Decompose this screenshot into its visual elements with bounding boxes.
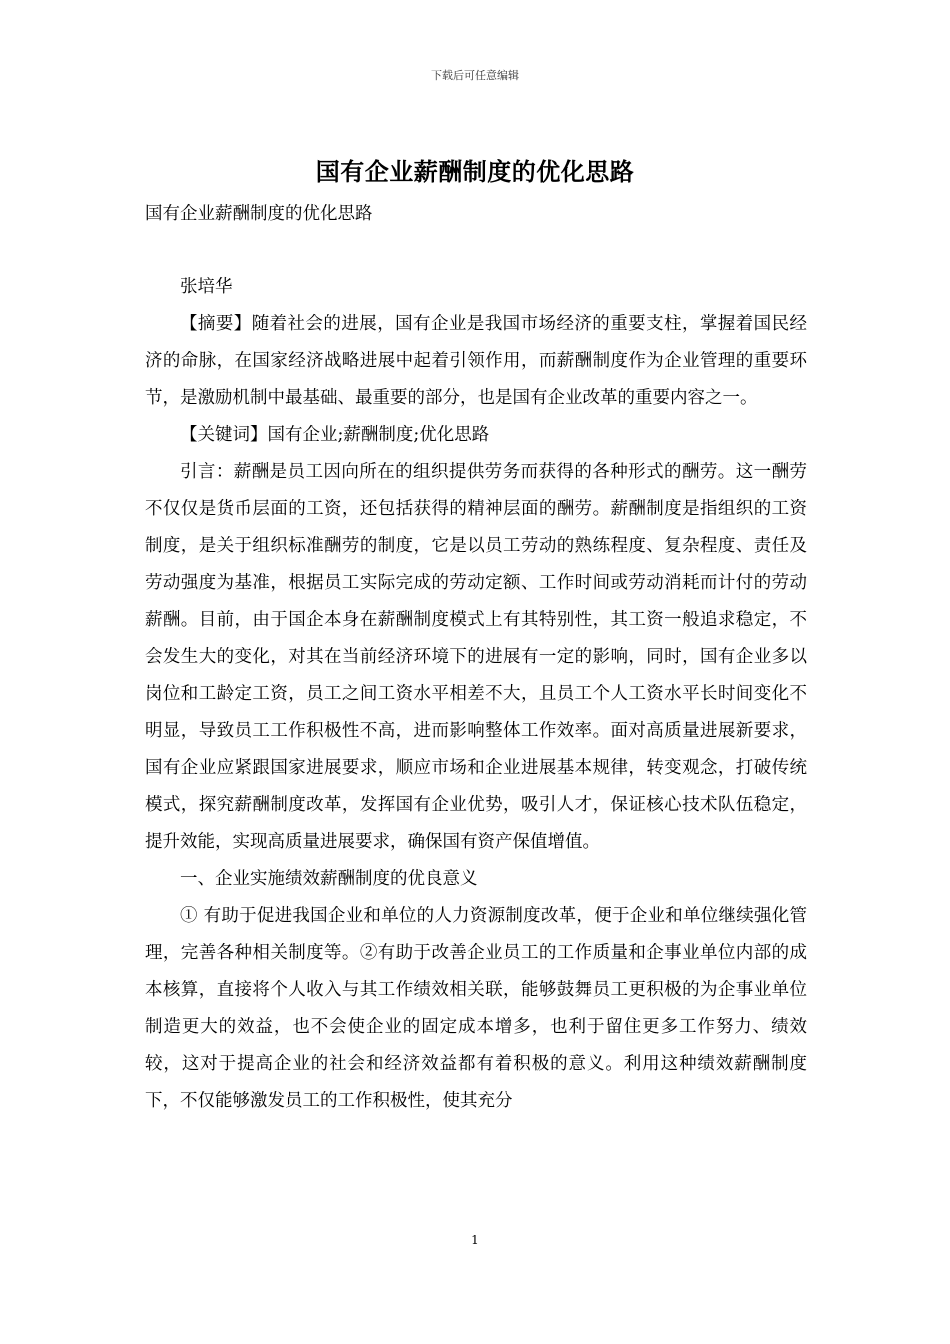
document-subtitle: 国有企业薪酬制度的优化思路	[145, 204, 373, 224]
keywords-paragraph: 【关键词】国有企业;薪酬制度;优化思路	[180, 425, 490, 445]
intro-paragraph: 引言：薪酬是员工因向所在的组织提供劳务而获得的各种形式的酬劳。这一酬劳不仅仅是货币层面的工资，还包括获得的精神层面的酬劳。薪酬制度是指组织的工资制度，是关于组织标准酬劳的制度，它是以员工劳动的熟练程度、复杂程度、责任及劳动强度为基准，根据员工实际完成的劳动定额、工作时间或劳动消耗而计付的劳动薪酬。目前，由于国企本身在薪酬制度模式上有其特别性，其工资一般追求稳定，不会发生大的变化，对其在当前经济环境下的进展有一定的影响，同时，国有企业多以岗位和工龄定工资，员工之间工资水平相差不大，且员工个人工资水平长时间变化不明显，导致员工工作积极性不高，进而影响整体工作效率。面对高质量进展新要求，国有企业应紧跟国家进展要求，顺应市场和企业进展基本规律，转变观念，打破传统模式，探究薪酬制度改革，发挥国有企业优势，吸引人才，保证核心技术队伍稳定，提升效能，实现高质量进展要求，确保国有资产保值增值。	[145, 462, 807, 852]
section-heading: 一、企业实施绩效薪酬制度的优良意义	[180, 869, 478, 889]
document-title: 国有企业薪酬制度的优化思路	[315, 157, 635, 186]
document-body	[145, 269, 807, 1120]
author-name: 张培华	[180, 277, 233, 297]
abstract-paragraph: 【摘要】随着社会的进展，国有企业是我国市场经济的重要支柱，掌握着国民经济的命脉，在国家经济战略进展中起着引领作用，而薪酬制度作为企业管理的重要环节，是激励机制中最基础、最重要的部分，也是国有企业改革的重要内容之一。	[145, 314, 807, 408]
page-number: 1	[471, 1233, 479, 1247]
section-paragraph: ① 有助于促进我国企业和单位的人力资源制度改革，便于企业和单位继续强化管理，完善各种相关制度等。②有助于改善企业员工的工作质量和企事业单位内部的成本核算，直接将个人收入与其工作绩效相关联，能够鼓舞员工更积极的为企事业单位制造更大的效益，也不会使企业的固定成本增多，也利于留住更多工作努力、绩效较，这对于提高企业的社会和经济效益都有着积极的意义。利用这种绩效薪酬制度下，不仅能够激发员工的工作积极性，使其充分	[145, 906, 807, 1111]
header-note: 下载后可任意编辑	[431, 69, 519, 82]
